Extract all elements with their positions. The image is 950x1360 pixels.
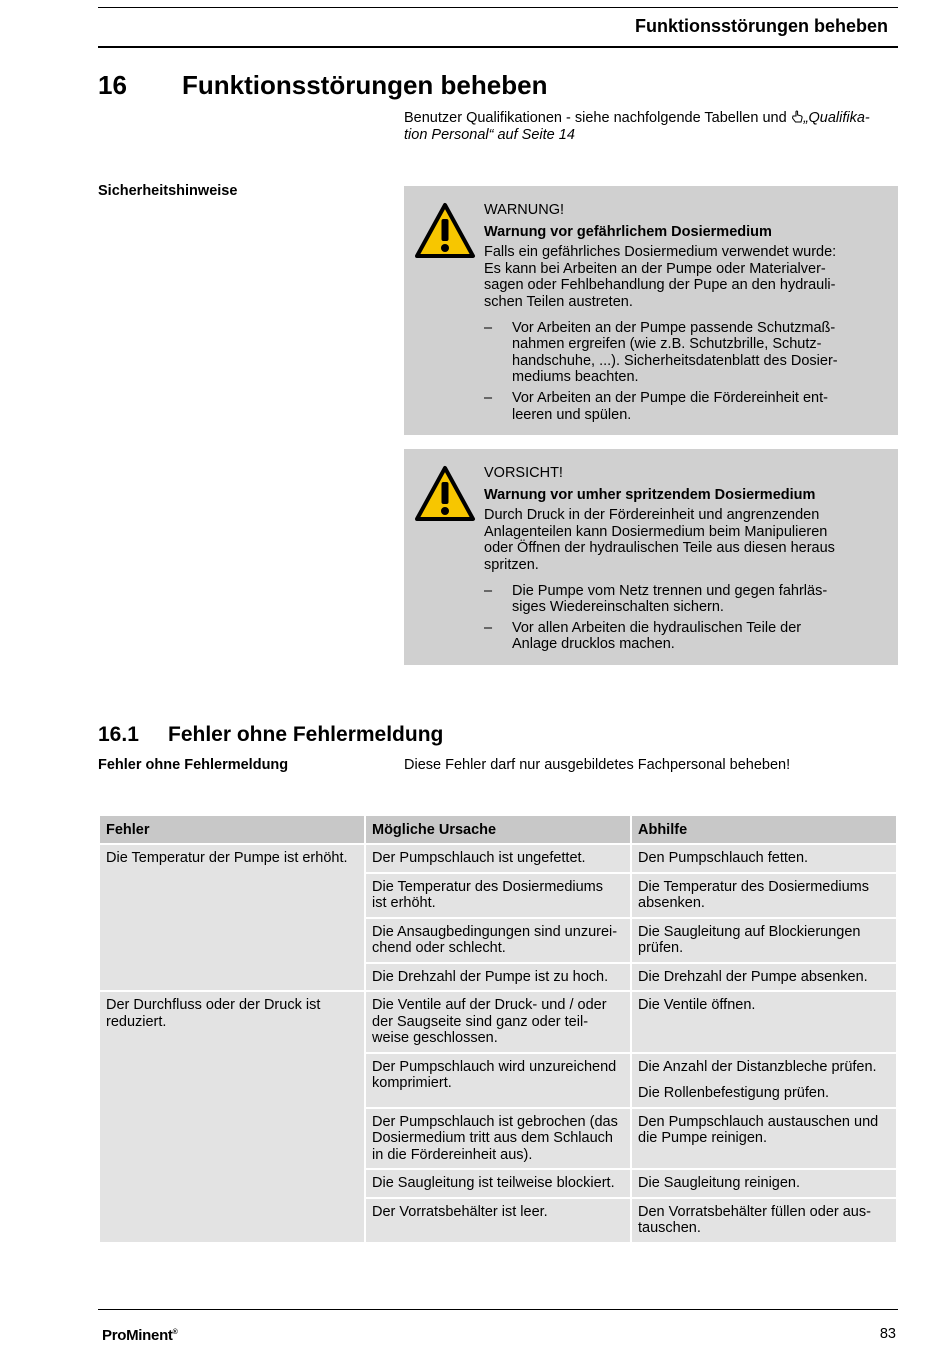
remedy-line: absenken. <box>638 895 705 911</box>
hand-pointer-icon <box>791 110 804 123</box>
remedy-line: Die Temperatur des Dosiermediums <box>638 878 870 895</box>
remedy-line: die Pumpe reinigen. <box>638 1130 767 1146</box>
table-header-row <box>100 816 896 843</box>
remedy-cell <box>632 1054 896 1107</box>
warning-body <box>484 202 864 427</box>
remedy-cell <box>632 1199 896 1242</box>
intro-plain: Benutzer Qualifikationen - siehe nachfolgende Tabellen und <box>404 110 791 126</box>
section-heading <box>98 723 443 747</box>
top-rule <box>98 7 898 8</box>
cause-line: Die Temperatur des Dosiermediums <box>372 878 604 895</box>
cause-line: in die Fördereinheit aus). <box>372 1146 533 1163</box>
cause-line: Die Saugleitung ist teilweise blockiert. <box>372 1175 615 1191</box>
cause-cell <box>366 874 630 917</box>
caution-desc-line: Durch Druck in der Fördereinheit und angrenzenden <box>484 507 820 524</box>
cause-line: ist erhöht. <box>372 895 436 911</box>
remedy-line: tauschen. <box>638 1220 701 1236</box>
caution-desc-line: Anlagenteilen kann Dosiermedium beim Manipulieren <box>484 523 828 540</box>
measure-line: Vor Arbeiten an der Pumpe passende Schutzmaß- <box>512 319 836 336</box>
warning-triangle-icon <box>414 202 476 260</box>
section-number: 16.1 <box>98 723 139 746</box>
section-title: Fehler ohne Fehlermeldung <box>168 723 444 746</box>
remedy-line: Den Vorratsbehälter füllen oder aus- <box>638 1203 871 1220</box>
caution-headline: Warnung vor umher spritzendem Dosiermedium <box>484 486 816 503</box>
link-line-2: tion Personal“ auf Seite 14 <box>404 127 575 143</box>
cause-cell <box>366 1199 630 1242</box>
warning-desc-line: Falls ein gefährliches Dosiermedium verwendet wurde: <box>484 244 837 261</box>
chapter-heading <box>98 70 547 101</box>
remedy-line: Die Saugleitung reinigen. <box>638 1175 801 1191</box>
caution-measure <box>484 620 864 653</box>
remedy-line: Die Drehzahl der Pumpe absenken. <box>638 968 868 985</box>
remedy-cell <box>632 964 896 991</box>
header-rule <box>98 46 898 48</box>
warning-signal: WARNUNG! <box>484 202 565 218</box>
measure-line: Die Pumpe vom Netz trennen und gegen fahrläs- <box>512 582 828 599</box>
brand-name: ProMinent <box>102 1327 173 1344</box>
section-side-label: Fehler ohne Fehlermeldung <box>98 757 289 773</box>
fault-cell <box>100 845 364 990</box>
caution-description <box>484 507 864 573</box>
warning-desc-line: Es kann bei Arbeiten an der Pumpe oder Materialver- <box>484 260 826 277</box>
fault-line: Die Temperatur der Pumpe ist erhöht. <box>106 850 348 866</box>
remedy-line: Die Anzahl der Distanzbleche prüfen. <box>638 1058 877 1075</box>
cause-line: Der Vorratsbehälter ist leer. <box>372 1203 548 1220</box>
chapter-number: 16 <box>98 70 127 100</box>
caution-measures <box>484 583 864 653</box>
measure-line: Vor allen Arbeiten die hydraulischen Teile der <box>512 619 802 636</box>
warning-triangle-icon <box>414 465 476 523</box>
warning-desc-line: schen Teilen austreten. <box>484 293 633 310</box>
warning-headline: Warnung vor gefährlichem Dosiermedium <box>484 223 772 240</box>
running-header: Funktionsstörungen beheben <box>634 16 888 36</box>
cause-cell <box>366 919 630 962</box>
link-line-1: „Qualifika- <box>803 110 870 126</box>
cause-line: weise geschlossen. <box>372 1030 498 1046</box>
fault-line: Der Durchfluss oder der Druck ist <box>106 997 321 1013</box>
warning-measure <box>484 390 864 423</box>
cause-cell <box>366 1109 630 1169</box>
remedy-line: prüfen. <box>638 940 684 956</box>
header-fehler: Fehler <box>100 816 364 843</box>
cause-cell <box>366 964 630 991</box>
cause-cell <box>366 845 630 872</box>
measure-line: mediums beachten. <box>512 369 639 386</box>
header-remedy: Abhilfe <box>632 816 896 843</box>
cause-line: Die Ansaugbedingungen sind unzurei- <box>372 923 618 940</box>
remedy-cell <box>632 1109 896 1169</box>
prominent-logo <box>102 1327 178 1344</box>
cause-line: Dosiermedium tritt aus dem Schlauch <box>372 1130 613 1146</box>
remedy-cell <box>632 1170 896 1197</box>
remedy-line: Den Pumpschlauch fetten. <box>638 850 809 866</box>
section-note: Diese Fehler darf nur ausgebildetes Fachpersonal beheben! <box>404 757 791 773</box>
fault-table <box>98 814 898 1244</box>
footer-rule <box>98 1309 898 1310</box>
warning-desc-line: sagen oder Fehlbehandlung der Pupe an den hydrauli- <box>484 277 836 294</box>
safety-label: Sicherheitshinweise <box>98 183 238 199</box>
remedy-cell <box>632 992 896 1052</box>
cause-cell <box>366 1054 630 1107</box>
remedy-line: Die Ventile öffnen. <box>638 997 756 1013</box>
measure-line: Anlage drucklos machen. <box>512 636 675 653</box>
remedy-line: Die Saugleitung auf Blockierungen <box>638 923 861 940</box>
remedy-cell <box>632 919 896 962</box>
table-row <box>100 992 896 1052</box>
measure-line: leeren und spülen. <box>512 406 632 423</box>
cause-cell <box>366 992 630 1052</box>
caution-desc-line: oder Öffnen der hydraulischen Teile aus diesen heraus <box>484 540 835 557</box>
measure-line: handschuhe, ...). Sicherheitsdatenblatt des Dosier- <box>512 352 838 369</box>
registered-mark: ® <box>172 1329 178 1336</box>
caution-notice <box>404 449 898 665</box>
warning-description <box>484 244 864 310</box>
fault-line: reduziert. <box>106 1013 167 1030</box>
table-row <box>100 845 896 872</box>
cause-line: Der Pumpschlauch ist ungefettet. <box>372 850 586 866</box>
intro-text <box>404 110 894 144</box>
caution-measure <box>484 583 864 616</box>
remedy-line: Die Rollenbefestigung prüfen. <box>638 1085 830 1101</box>
page-number: 83 <box>879 1326 896 1342</box>
fault-cell <box>100 992 364 1242</box>
cause-line: Die Drehzahl der Pumpe ist zu hoch. <box>372 968 609 985</box>
remedy-cell <box>632 874 896 917</box>
warning-notice <box>404 186 898 435</box>
cause-line: Der Pumpschlauch ist gebrochen (das <box>372 1113 618 1130</box>
caution-signal: VORSICHT! <box>484 465 563 481</box>
cause-line: Der Pumpschlauch wird unzureichend <box>372 1058 617 1075</box>
cause-line: Die Ventile auf der Druck- und / oder <box>372 997 607 1013</box>
cause-line: chend oder schlecht. <box>372 940 506 956</box>
caution-desc-line: spritzen. <box>484 556 539 573</box>
warning-measures <box>484 320 864 424</box>
cause-cell <box>366 1170 630 1197</box>
remedy-cell <box>632 845 896 872</box>
cause-line: komprimiert. <box>372 1075 452 1091</box>
measure-line: Vor Arbeiten an der Pumpe die Fördereinheit ent- <box>512 389 828 406</box>
remedy-line: Den Pumpschlauch austauschen und <box>638 1113 879 1130</box>
measure-line: nahmen ergreifen (wie z.B. Schutzbrille, Schutz- <box>512 336 822 353</box>
chapter-title: Funktionsstörungen beheben <box>182 70 548 100</box>
measure-line: siges Wiedereinschalten sichern. <box>512 599 724 616</box>
warning-measure <box>484 320 864 386</box>
header-cause: Mögliche Ursache <box>366 816 630 843</box>
cause-line: der Saugseite sind ganz oder teil- <box>372 1013 589 1030</box>
caution-body <box>484 465 864 657</box>
